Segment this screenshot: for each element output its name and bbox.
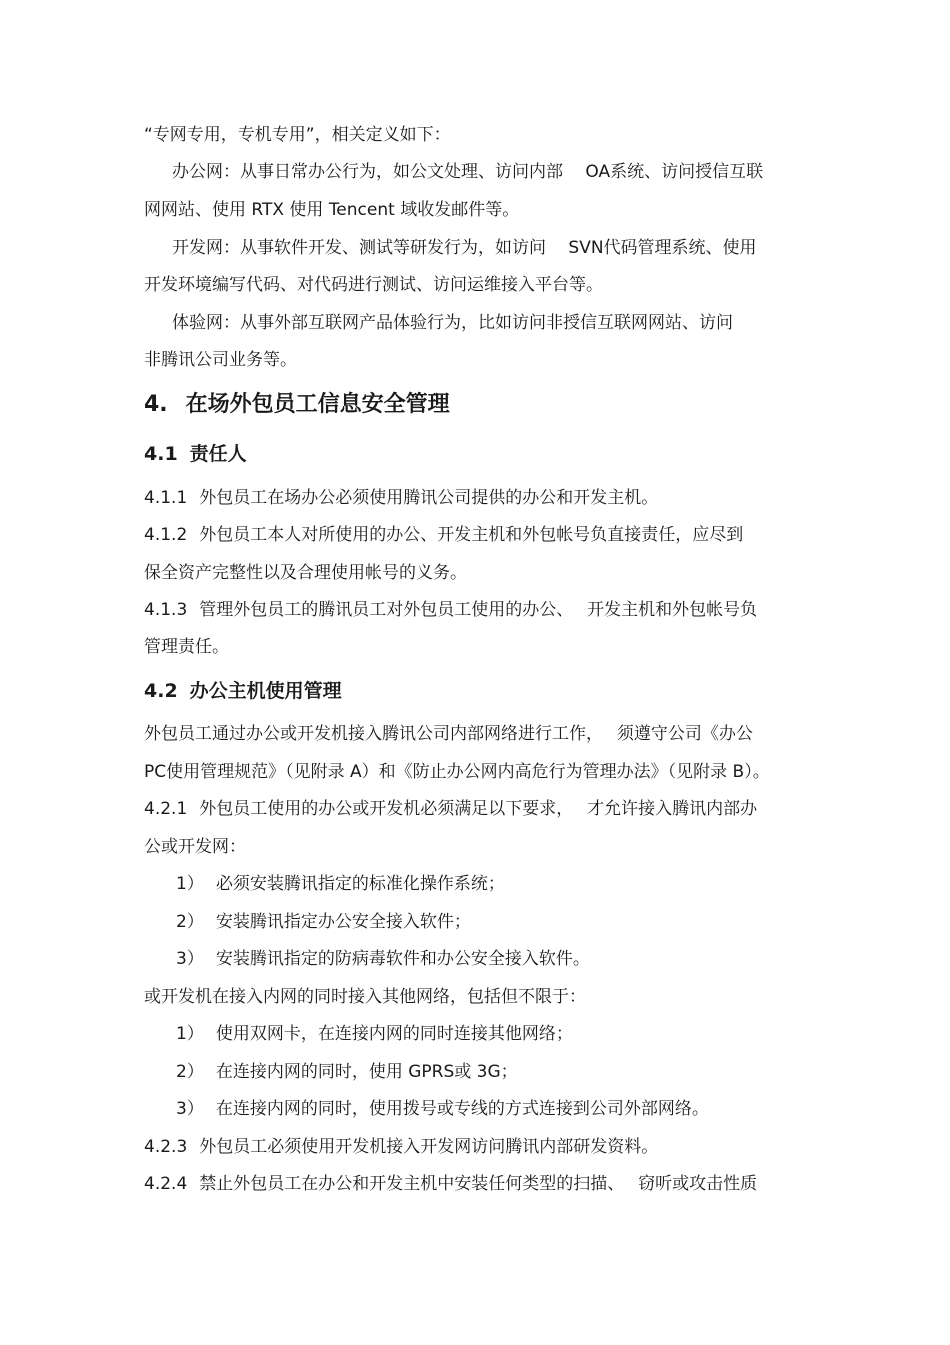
clause-number: 4.2.3: [144, 1137, 188, 1157]
clause-text: 外包员工使用的办公或开发机必须满足以下要求， 才允许接入腾讯内部办: [199, 799, 758, 819]
text-line: 保全资产完整性以及合理使用帐号的义务。: [144, 563, 467, 583]
list-number: 2）: [176, 912, 204, 932]
list-item: [176, 947, 590, 971]
list-item: [176, 1097, 709, 1121]
list-number: 1）: [176, 874, 204, 894]
heading-number: 4.1: [144, 443, 178, 465]
heading-text: 办公主机使用管理: [189, 680, 342, 702]
list-item: [176, 910, 471, 934]
clause-number: 4.1.3: [144, 600, 188, 620]
heading-number: 4.2: [144, 680, 178, 702]
clause-text: 外包员工在场办公必须使用腾讯公司提供的办公和开发主机。: [199, 488, 659, 508]
list-text: 必须安装腾讯指定的标准化操作系统；: [215, 874, 505, 894]
list-number: 3）: [176, 1099, 204, 1119]
clause-4-1-2: [144, 523, 743, 547]
list-text: 在连接内网的同时，使用拨号或专线的方式连接到公司外部网络。: [215, 1099, 709, 1119]
office-network-definition: 办公网：从事日常办公行为，如公文处理、访问内部 OA系统、访问授信互联: [172, 162, 764, 182]
section-heading-4-2: [144, 678, 342, 704]
text-line: 网网站、使用 RTX 使用 Tencent 域收发邮件等。: [144, 200, 520, 220]
clause-4-2-3: [144, 1135, 658, 1159]
text-line: 管理责任。: [144, 637, 229, 657]
clause-text: 外包员工必须使用开发机接入开发网访问腾讯内部研发资料。: [199, 1137, 659, 1157]
list-item: [176, 872, 505, 896]
clause-number: 4.1.1: [144, 488, 188, 508]
clause-text: 管理外包员工的腾讯员工对外包员工使用的办公、 开发主机和外包帐号负: [199, 600, 758, 620]
text-line: PC使用管理规范》（见附录 A）和《防止办公网内高危行为管理办法》（见附录 B）。: [144, 762, 770, 782]
list-text: 使用双网卡，在连接内网的同时连接其他网络；: [215, 1024, 573, 1044]
list-number: 3）: [176, 949, 204, 969]
section-heading-4-1: [144, 441, 247, 467]
clause-4-2-4: [144, 1172, 757, 1196]
text-line: 外包员工通过办公或开发机接入腾讯公司内部网络进行工作， 须遵守公司《办公: [144, 724, 753, 744]
text-line: 或开发机在接入内网的同时接入其他网络，包括但不限于：: [144, 987, 586, 1007]
list-number: 1）: [176, 1024, 204, 1044]
heading-text: 在场外包员工信息安全管理: [185, 392, 450, 417]
list-number: 2）: [176, 1062, 204, 1082]
text-line: 公或开发网：: [144, 837, 246, 857]
list-text: 安装腾讯指定的防病毒软件和办公安全接入软件。: [215, 949, 590, 969]
text-line: 非腾讯公司业务等。: [144, 350, 297, 370]
clause-4-1-1: [144, 486, 658, 510]
clause-text: 外包员工本人对所使用的办公、开发主机和外包帐号负直接责任，应尽到: [199, 525, 744, 545]
section-heading-4: [144, 390, 450, 420]
text-line: “专网专用，专机专用”，相关定义如下：: [144, 125, 451, 145]
list-item: [176, 1022, 573, 1046]
list-text: 安装腾讯指定办公安全接入软件；: [215, 912, 471, 932]
clause-text: 禁止外包员工在办公和开发主机中安装任何类型的扫描、 窃听或攻击性质: [199, 1174, 758, 1194]
heading-text: 责任人: [189, 443, 247, 465]
clause-4-1-3: [144, 598, 757, 622]
experience-network-definition: 体验网：从事外部互联网产品体验行为，比如访问非授信互联网网站、访问: [172, 313, 733, 333]
heading-number: 4.: [144, 392, 168, 417]
list-text: 在连接内网的同时，使用 GPRS或 3G；: [215, 1062, 518, 1082]
dev-network-definition: 开发网：从事软件开发、测试等研发行为，如访问 SVN代码管理系统、使用: [172, 238, 757, 258]
clause-4-2-1: [144, 797, 757, 821]
clause-number: 4.2.4: [144, 1174, 188, 1194]
text-line: 开发环境编写代码、对代码进行测试、访问运维接入平台等。: [144, 275, 603, 295]
list-item: [176, 1060, 518, 1084]
clause-number: 4.2.1: [144, 799, 188, 819]
clause-number: 4.1.2: [144, 525, 188, 545]
